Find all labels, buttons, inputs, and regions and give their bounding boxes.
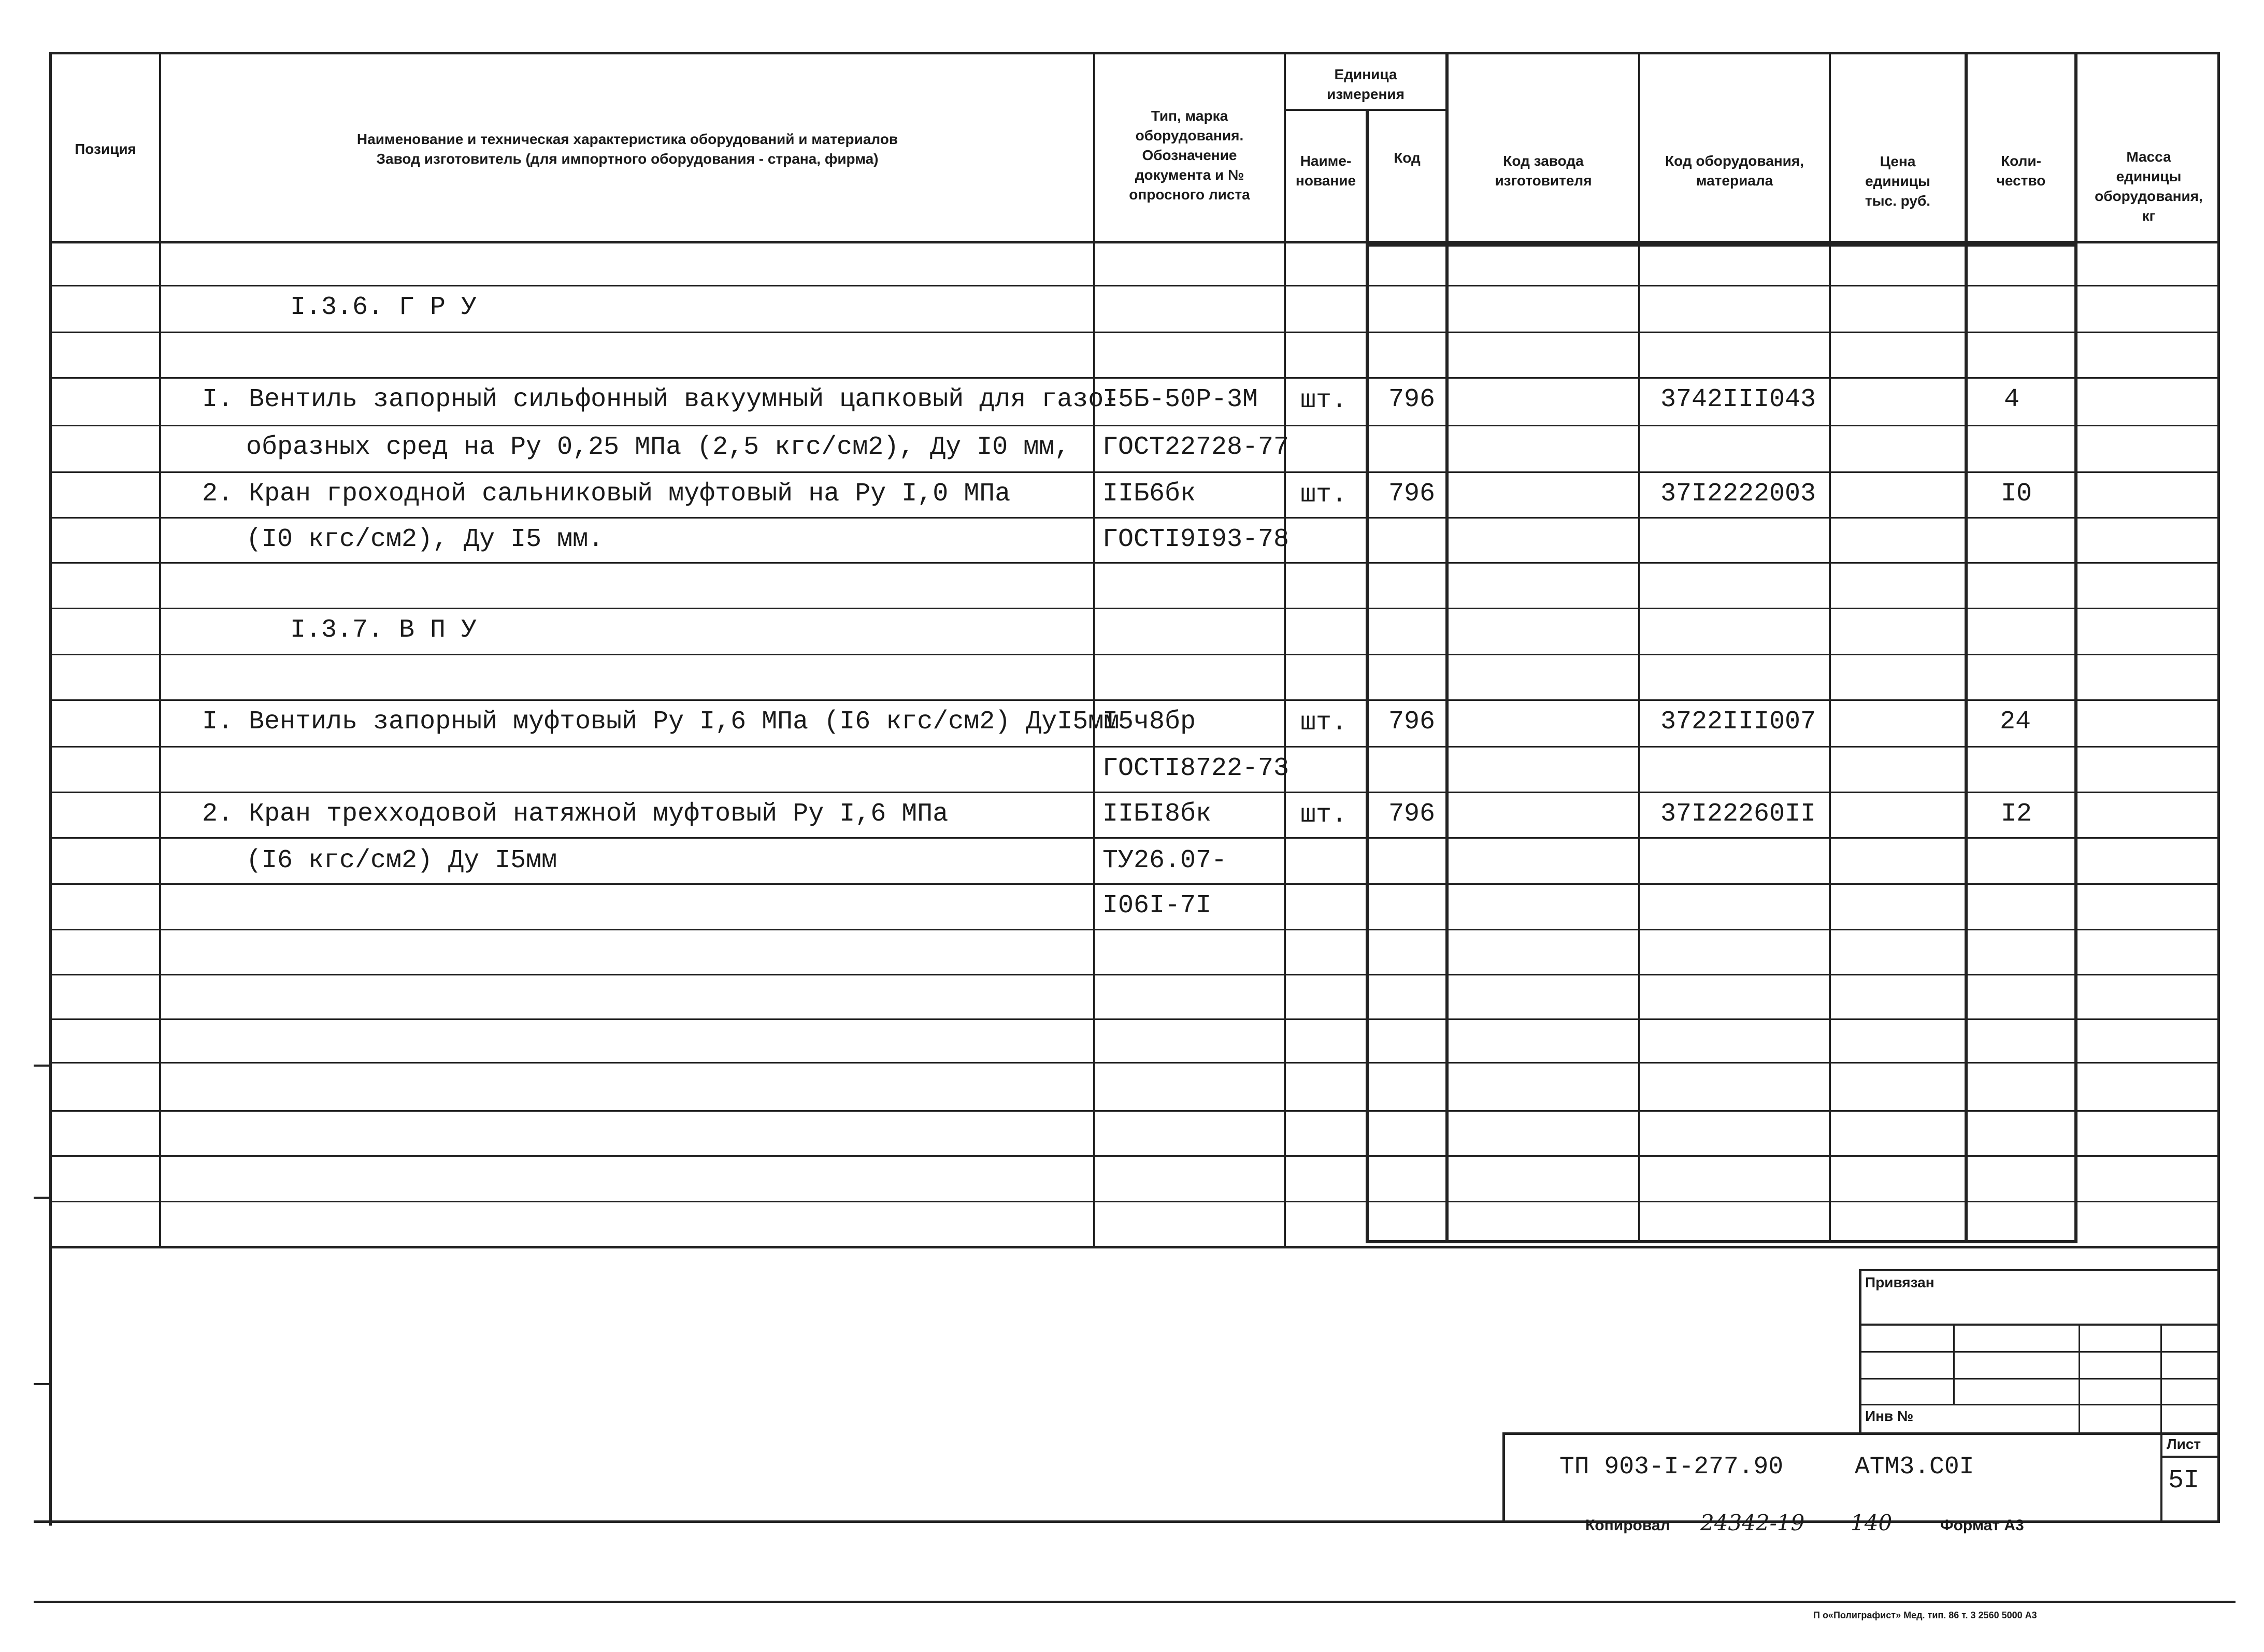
sheet-number: 5I: [2168, 1466, 2200, 1496]
row-line: [49, 425, 2220, 426]
row-line: [49, 285, 2220, 286]
header-unit: Единица измерения: [1327, 66, 1405, 102]
col-divider: [1366, 109, 1369, 1243]
row3-unit: шт.: [1300, 708, 1348, 738]
row1-type-line1: I5Б-50Р-3М: [1102, 385, 1258, 414]
row2-name-line2: (I0 кгс/см2), Ду I5 мм.: [246, 525, 604, 554]
unit-header-divider: [1284, 109, 1446, 111]
row1-qty: 4: [2004, 385, 2020, 414]
row-line: [49, 471, 2220, 473]
header-unit-code: Код: [1394, 150, 1421, 166]
section-title-vpu: I.3.7. В П У: [290, 615, 477, 645]
row-line: [49, 608, 2220, 609]
header-equip-code: Код оборудования, материала: [1665, 153, 1804, 189]
row4-type-line3: I06I-7I: [1102, 891, 1212, 921]
inventory-label: Инв №: [1865, 1408, 1914, 1424]
page-right-border: [2217, 52, 2220, 1520]
sheet-cut-line: [34, 1601, 2236, 1603]
row-line: [49, 699, 2220, 701]
row3-type-line2: ГОСТI8722-73: [1102, 754, 1289, 783]
row1-type-line2: ГОСТ22728-77: [1102, 433, 1289, 462]
section-title-gru: I.3.6. Г Р У: [290, 293, 477, 322]
row2-unit: шт.: [1300, 480, 1348, 510]
margin-tick: [34, 1197, 49, 1199]
header-mass: Масса единицы оборудования, кг: [2095, 149, 2203, 224]
copied-label: Копировал: [1585, 1517, 1670, 1534]
row2-equip-code: 37I2222003: [1660, 479, 1816, 509]
binding-block-top: [1859, 1269, 2220, 1271]
row4-equip-code: 37I22260II: [1660, 799, 1816, 829]
row1-name-line2: образных сред на Ру 0,25 МПа (2,5 кгс/см2), Ду I0 мм,: [246, 433, 1070, 462]
row1-code: 796: [1388, 385, 1436, 414]
header-qty: Коли- чество: [1996, 153, 2046, 189]
row1-equip-code: 3742III043: [1660, 385, 1816, 414]
row2-code: 796: [1388, 479, 1436, 509]
binding-col-line: [2079, 1324, 2080, 1432]
margin-tick: [34, 1383, 49, 1385]
row3-qty: 24: [2000, 707, 2031, 737]
header-factory-code: Код завода изготовителя: [1495, 153, 1592, 189]
col-divider: [1093, 52, 1095, 1248]
title-block-top: [1502, 1432, 2220, 1435]
binding-row-line: [1859, 1324, 2220, 1326]
format-label: Формат А3: [1940, 1517, 2024, 1534]
row2-type-line2: ГОСТI9I93-78: [1102, 525, 1289, 554]
printer-imprint: П о«Полиграфист» Мед. тип. 86 т. 3 2560 5000 А3: [1813, 1610, 2037, 1620]
row-line: [49, 377, 2220, 379]
row4-code: 796: [1388, 799, 1436, 829]
row1-unit: шт.: [1300, 386, 1348, 415]
bold-block-top: [1366, 243, 2077, 247]
row-line: [49, 974, 2220, 975]
binding-col-line: [2160, 1324, 2162, 1432]
binding-row-line: [1859, 1351, 2220, 1353]
col-divider: [1965, 52, 1968, 1243]
binding-col-line: [1953, 1324, 1955, 1404]
title-block-left: [1502, 1432, 1505, 1523]
bold-block-bottom: [1366, 1240, 2077, 1243]
bound-label: Привязан: [1865, 1274, 1935, 1290]
row4-type-line2: ТУ26.07-: [1102, 846, 1227, 875]
row-line: [49, 517, 2220, 519]
document-code: АТМ3.С0I: [1855, 1453, 1974, 1481]
row3-type-line1: I5ч8бр: [1102, 707, 1196, 737]
row-line: [49, 654, 2220, 655]
header-unit-name: Наиме- нование: [1295, 153, 1356, 189]
row4-type-line1: IIБI8бк: [1102, 799, 1212, 829]
row4-name-line2: (I6 кгс/см2) Ду I5мм: [246, 846, 557, 875]
page-left-border: [49, 1246, 52, 1526]
col-divider: [1638, 52, 1640, 1243]
row2-qty: I0: [2001, 479, 2032, 509]
row-line: [49, 1062, 2220, 1064]
row-line: [49, 562, 2220, 564]
margin-tick: [34, 1065, 49, 1067]
col-divider: [1445, 52, 1449, 1243]
row1-name-line1: I. Вентиль запорный сильфонный вакуумный цапковый для газо-: [202, 385, 1120, 414]
col-divider: [1284, 52, 1286, 1248]
row3-code: 796: [1388, 707, 1436, 737]
binding-row-line: [1859, 1404, 2220, 1405]
row-line: [49, 929, 2220, 930]
row-line: [49, 883, 2220, 885]
header-position: Позиция: [75, 140, 136, 157]
sheet-box-divider: [2160, 1456, 2220, 1458]
row3-name-line1: I. Вентиль запорный муфтовый Ру I,6 МПа (I6 кгс/см2) ДуI5мм: [202, 707, 1120, 737]
row2-type-line1: IIБ6бк: [1102, 479, 1196, 509]
row-line: [49, 1018, 2220, 1020]
copied-count: 140: [1851, 1510, 1893, 1535]
document-number: ТП 903-I-277.90: [1559, 1453, 1784, 1481]
col-divider: [159, 52, 161, 1248]
row-line: [49, 332, 2220, 333]
row3-equip-code: 3722III007: [1660, 707, 1816, 737]
row4-name-line1: 2. Кран трехходовой натяжной муфтовый Ру I,6 МПа: [202, 799, 949, 829]
row-line: [49, 1201, 2220, 1202]
sheet-box-left: [2160, 1432, 2162, 1523]
row-line: [49, 792, 2220, 793]
header-type: Тип, марка оборудования. Обозначение документа и № опросного листа: [1129, 108, 1250, 203]
row-line: [49, 1155, 2220, 1157]
header-price: Цена единицы тыс. руб.: [1865, 153, 1931, 209]
row-line: [49, 746, 2220, 748]
binding-row-line: [1859, 1378, 2220, 1380]
sheet-label: Лист: [2167, 1436, 2201, 1452]
row2-name-line1: 2. Кран гроходной сальниковый муфтовый на Ру I,0 МПа: [202, 479, 1011, 509]
copied-number: 24342-19: [1700, 1510, 1805, 1535]
header-name: Наименование и техническая характеристика оборудований и материалов Завод изготовитель (для импортного оборудования - страна, фирма): [356, 131, 898, 167]
row-line: [49, 837, 2220, 839]
row4-unit: шт.: [1300, 800, 1348, 830]
row4-qty: I2: [2001, 799, 2032, 829]
row-line: [49, 1110, 2220, 1112]
